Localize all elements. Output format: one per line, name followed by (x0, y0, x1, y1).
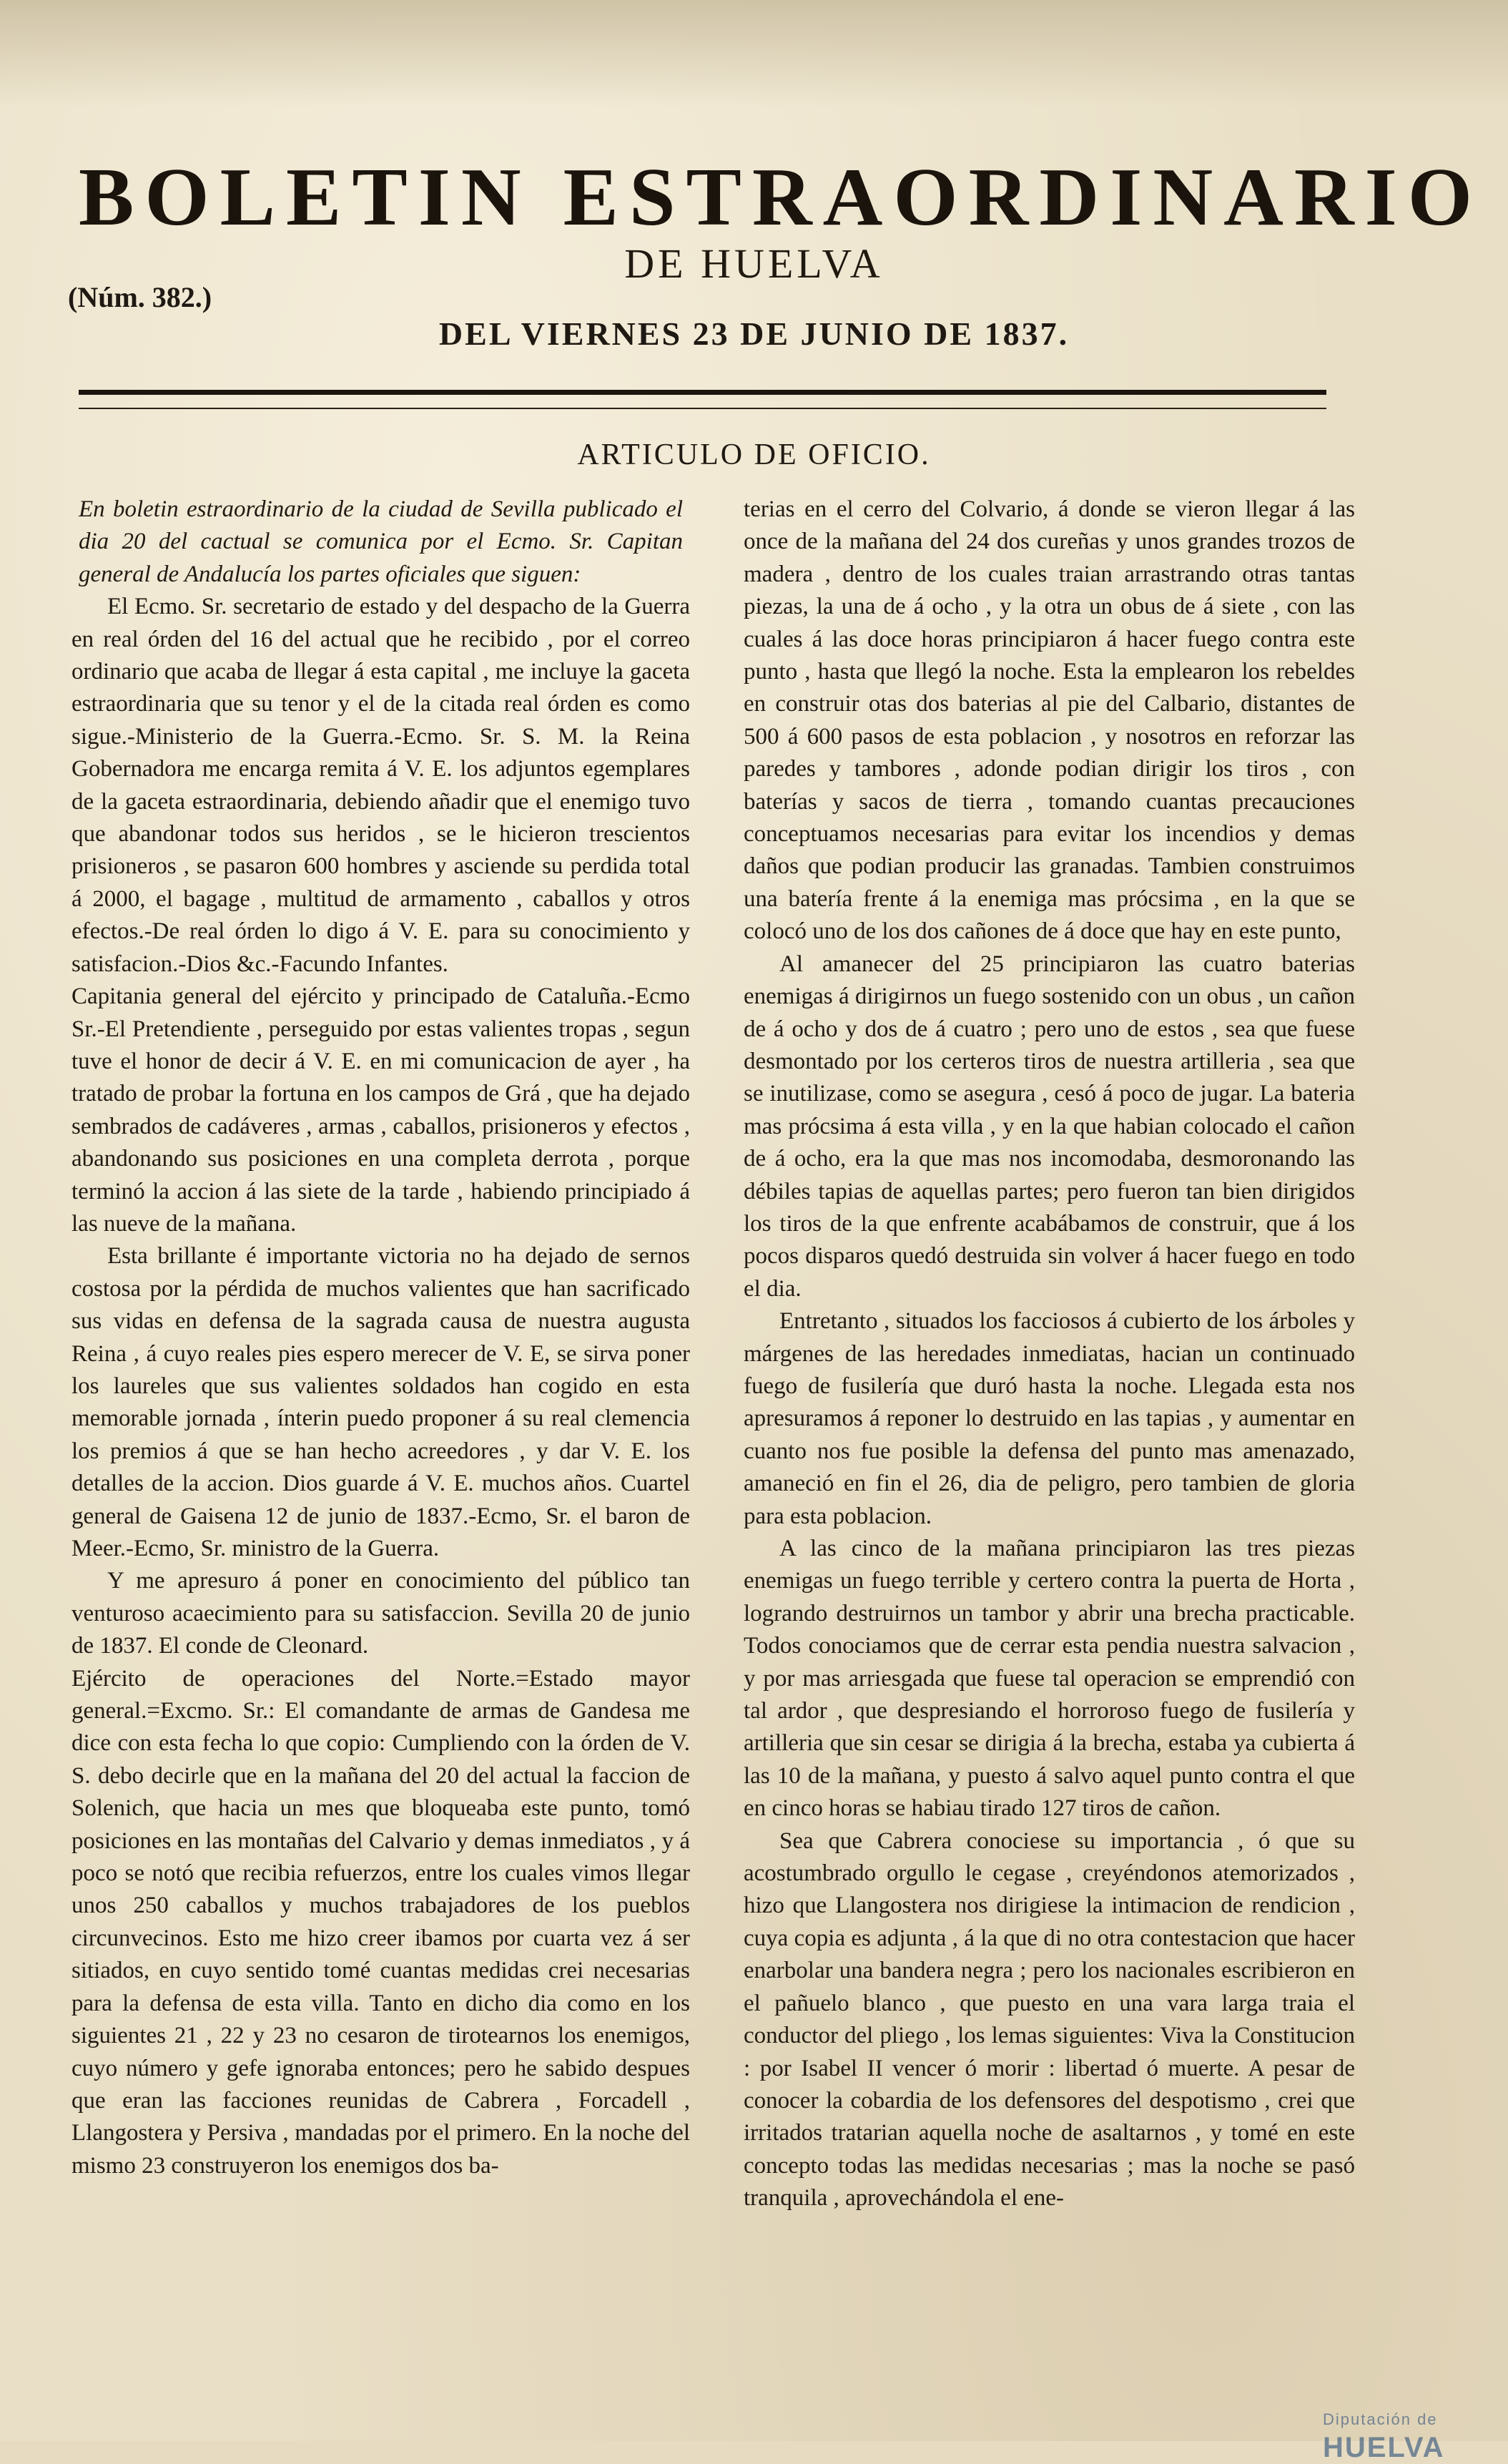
article-paragraph: A las cinco de la mañana principiaron las tres piezas enemigas un fuego terrible y certero contra la puerta de Horta , logrando destruirnos un tambor y abrir una brecha practicable. Todos conociamos que de cerrar esta pendia nuestra salvacion , y por mas arriesgada que fuese tal operacion se emprendió con tal ardor , que despresiando el horroroso fuego de fusilería y artilleria que sin cesar se dirigia á la brecha, estaba ya cubierta á las 10 de la mañana, y puesto á salvo aquel punto contra el que en cinco horas se habiau tirado 127 tiros de cañon. (744, 1536, 1355, 1822)
article-paragraph: Esta brillante é importante victoria no ha dejado de sernos costosa por la pérdida de muchos valientes que han sacrificado sus vidas en defensa de la sagrada causa de nuestra augusta Reina , á cuyo reales pies espero merecer de V. E, se sirva poner los laureles que sus valientes soldados han cogido en esta memorable jornada , ínterin puedo proponer á su real clemencia los premios á que se han hecho acreedores , y dar V. E. los detalles de la accion. Dios guarde á V. E. muchos años. Cuartel general de Gaisena 12 de junio de 1837.-Ecmo, Sr. el baron de Meer.-Ecmo, Sr. ministro de la Guerra. (72, 1243, 690, 1561)
article-paragraph: terias en el cerro del Colvario, á donde se vieron llegar á las once de la mañana del 24 dos cureñas y unos grandes trozos de madera , dentro de los cuales traian arrastrando otras tantas piezas, la una de á ocho , y la otra un obus de á siete , con las cuales á las doce horas principiaron á hacer fuego contra este punto , hasta que llegó la noche. Esta la emplearon los rebeldes en construir otas dos baterias al pie del Calbario, distantes de 500 á 600 pasos de esta poblacion , y nosotros en reforzar las paredes y tambores , adonde podian dirigir los tiros , con baterías y sacos de tierra , tomando cuantas precauciones conceptuamos necesarias para evitar los incendios y demas daños que podian producir las granadas. Tambien construimos una batería frente á la enemiga mas prócsima , en la que se colocó uno de los dos cañones de á doce que hay en este punto, (744, 496, 1355, 945)
article-paragraph: Al amanecer del 25 principiaron las cuatro baterias enemigas á dirigirnos un fuego sostenido con un obus , un cañon de á ocho y dos de á cuatro ; pero uno de estos , sea que fuese desmontado por los certeros tiros de nuestra artilleria , sea que se inutilizase, como se asegura , cesó á poco de jugar. La bateria mas prócsima á esta villa , y en la que habian colocado el cañon de á ocho, era la que mas nos incomodaba, desmoronando las débiles tapias de aquellas partes; pero fueron tan bien dirigidos los tiros de la que enfrente acabábamos de construir, que á los pocos disparos quedó destruida sin volver á hacer fuego en todo el dia. (744, 951, 1355, 1302)
watermark-name: HUELVA (1323, 2432, 1445, 2463)
article-paragraph: Capitania general del ejército y principado de Cataluña.-Ecmo Sr.-El Pretendiente , perseguido por estas valientes tropas , segun tuve el honor de decir á V. E. en mi comunicacion de ayer , ha tratado de probar la fortuna en los campos de Grá , que ha dejado sembrados de cadáveres , armas , caballos, prisioneros y efectos , abandonando sus posiciones en una completa derrota , porque terminó la accion á las siete de la tarde , habiendo principiado á las nueve de la mañana. (72, 983, 690, 1237)
article-paragraph: Sea que Cabrera conociese su importancia , ó que su acostumbrado orgullo le cegase , creyéndonos atemorizados , hizo que Llangostera nos dirigiese la intimacion de rendicion , cuya copia es adjunta , á la que di no otra contestacion que hacer enarbolar una bandera negra ; pero los nacionales escribieron en el pañuelo blanco , que puesto en una vara larga traia el conductor del pliego , los lemas siguientes: Viva la Constitucion : por Isabel II vencer ó morir : libertad ó muerte. A pesar de conocer la cobardia de los defensores del despotismo , crei que irritados tratarian aquella noche de asaltarnos , y tomé en este concepto todas las medidas necesarias ; mas la noche se pasó tranquila , aprovechándola el ene- (744, 1827, 1355, 2212)
intro-paragraph: En boletin estraordinario de la ciudad de Sevilla publicado el dia 20 del cactual se comunica por el Ecmo. Sr. Capitan general de Andalucía los partes oficiales que siguen: (79, 496, 683, 587)
paper-bleed-through (0, 0, 1508, 107)
masthead-title: BOLETIN ESTRAORDINARIO (79, 152, 1484, 243)
article-paragraph: Y me apresuro á poner en conocimiento del público tan venturoso acaecimiento para su satisfaccion. Sevilla 20 de junio de 1837. El conde de Cleonard. (72, 1568, 690, 1659)
archive-watermark (1323, 2400, 1508, 2464)
masthead-subtitle: DE HUELVA (624, 240, 884, 287)
header-rule (79, 390, 1326, 395)
article-paragraph: El Ecmo. Sr. secretario de estado y del despacho de la Guerra en real órden del 16 del actual que he recibido , por el correo ordinario que acaba de llegar á esta capital , me incluye la gaceta estraordinaria que su tenor y el de la citada real órden es como sigue.-Ministerio de la Guerra.-Ecmo. Sr. S. M. la Reina Gobernadora me encarga remita á V. E. los adjuntos egemplares de la gaceta estraordinaria, debiendo añadir que el enemigo tuvo que abandonar todos sus heridos , se le hicieron trescientos prisioneros , se pasaron 600 hombres y asciende su perdida total á 2000, el bagage , multitud de armamento , caballos y otros efectos.-De real órden lo digo á V. E. para su conocimiento y satisfacion.-Dios &c.-Facundo Infantes. (72, 594, 690, 977)
issue-number: (Núm. 382.) (68, 281, 212, 313)
section-title: ARTICULO DE OFICIO. (577, 438, 931, 471)
dateline: DEL VIERNES 23 DE JUNIO DE 1837. (438, 315, 1070, 352)
watermark-prefix: Diputación de (1323, 2410, 1438, 2428)
left-column (72, 494, 690, 2182)
right-column (744, 494, 1355, 2215)
article-paragraph: Entretanto , situados los facciosos á cubierto de los árboles y márgenes de las heredades inmediatas, hacian un continuado fuego de fusilería que duró hasta la noche. Llegada esta nos apresuramos á reponer lo destruido en las tapias , y aumentar en cuanto nos fue posible la defensa del punto mas amenazado, amaneció en fin el 26, dia de peligro, pero tambien de gloria para esta poblacion. (744, 1308, 1355, 1529)
header-rule-thin (79, 408, 1326, 409)
article-paragraph: Ejército de operaciones del Norte.=Estado mayor general.=Excmo. Sr.: El comandante de armas de Gandesa me dice con esta fecha lo que copio: Cumpliendo con la órden de V. S. debo decirle que en la mañana del 20 del actual la faccion de Solenich, que hacia un mes que bloqueaba este punto, tomó posiciones en las montañas del Calvario y demas inmediatos , y á poco se notó que recibia refuerzos, entre los cuales vimos llegar unos 250 caballos y muchos trabajadores de los pueblos circunvecinos. Esto me hizo creer ibamos por cuarta vez á ser sitiados, en cuyo sentido tomé cuantas medidas crei necesarias para la defensa de esta villa. Tanto en dicho dia como en los siguientes 21 , 22 y 23 no cesaron de tirotearnos los enemigos, cuyo número y gefe ignoraba entonces; pero he sabido despues que eran las facciones reunidas de Cabrera , Forcadell , Llangostera y Persiva , mandadas por el primero. En la noche del mismo 23 construyeron los enemigos dos ba- (72, 1665, 690, 2179)
